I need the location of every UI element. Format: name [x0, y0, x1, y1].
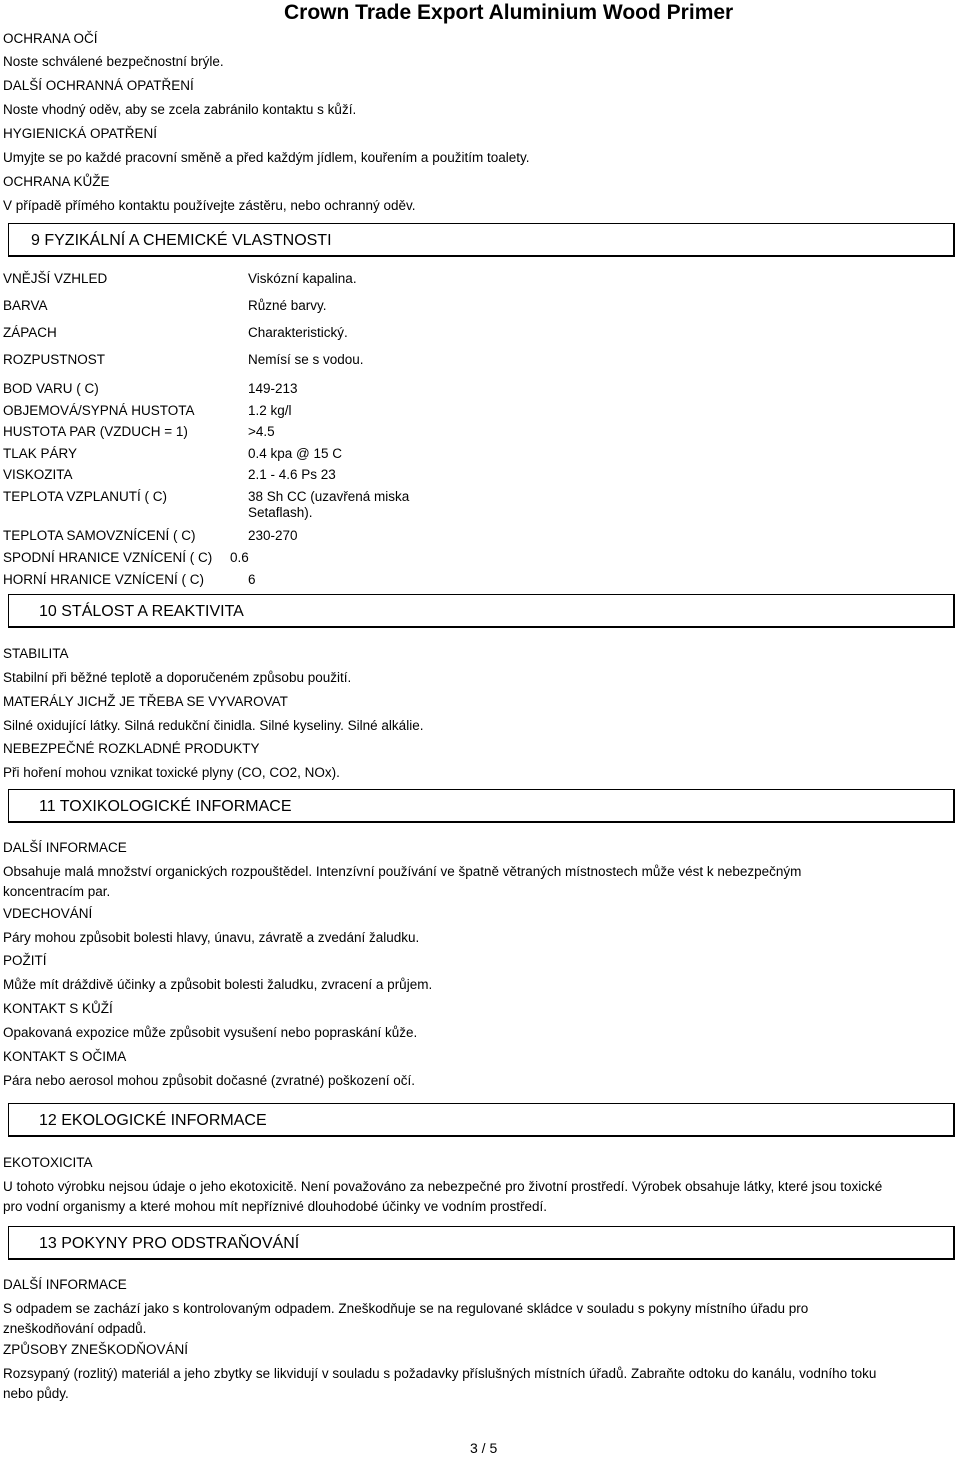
section-9-title: 9 FYZIKÁLNÍ A CHEMICKÉ VLASTNOSTI	[31, 232, 332, 249]
inhalation-label: VDECHOVÁNÍ	[3, 906, 93, 921]
disposal-other-text: S odpadem se zachází jako s kontrolovaným odpadem. Zneškodňuje se na regulované skládce v souladu s pokyny místního úřadu pro zneškodňování odpadů.	[3, 1301, 809, 1336]
tox-other-text: Obsahuje malá množství organických rozpouštědel. Intenzívní používání ve špatně větraných místnostech může vést k nebezpečným koncentracím par.	[3, 864, 802, 899]
section-10-header	[8, 594, 955, 628]
eye-protection-label: OCHRANA OČÍ	[3, 31, 98, 46]
prop-value: Různé barvy.	[248, 298, 327, 313]
hygiene-label: HYGIENICKÁ OPATŘENÍ	[3, 126, 158, 141]
page-number: 3 / 5	[470, 1440, 498, 1456]
hygiene-text: Umyjte se po každé pracovní směně a před každým jídlem, kouřením a použitím toalety.	[3, 150, 530, 165]
skin-contact-label: KONTAKT S KŮŽÍ	[3, 1001, 113, 1016]
disposal-methods-text: Rozsypaný (rozlitý) materiál a jeho zbytky se likvidují v souladu s požadavky příslušných místních úřadů. Zabraňte odtoku do kanálu, vodního toku nebo půdy.	[3, 1366, 877, 1401]
avoid-materials-text: Silné oxidující látky. Silná redukční činidla. Silné kyseliny. Silné alkálie.	[3, 718, 424, 733]
section-9-header	[8, 223, 955, 257]
disposal-other-label: DALŠÍ INFORMACE	[3, 1277, 127, 1292]
prop-label: HUSTOTA PAR (VZDUCH = 1)	[3, 424, 188, 439]
skin-contact-text: Opakovaná expozice může způsobit vysušení nebo popraskání kůže.	[3, 1025, 418, 1040]
prop-value: >4.5	[248, 424, 275, 439]
prop-label: ZÁPACH	[3, 325, 57, 340]
prop-label: TEPLOTA SAMOVZNÍCENÍ ( C)	[3, 528, 196, 543]
prop-value: Viskózní kapalina.	[248, 271, 357, 286]
document-title: Crown Trade Export Aluminium Wood Primer	[284, 1, 734, 24]
eye-protection-text: Noste schválené bezpečnostní brýle.	[3, 54, 224, 69]
prop-label: VISKOZITA	[3, 467, 73, 482]
prop-value: 0.4 kpa @ 15 C	[248, 446, 343, 461]
section-12-header	[8, 1103, 955, 1137]
tox-other-label: DALŠÍ INFORMACE	[3, 840, 127, 855]
section-12-title: 12 EKOLOGICKÉ INFORMACE	[39, 1112, 267, 1129]
prop-value: 149-213	[248, 381, 298, 396]
prop-label: TEPLOTA VZPLANUTÍ ( C)	[3, 489, 168, 504]
inhalation-text: Páry mohou způsobit bolesti hlavy, únavu, závratě a zvedání žaludku.	[3, 930, 420, 945]
section-10-title: 10 STÁLOST A REAKTIVITA	[39, 603, 244, 620]
other-protection-text: Noste vhodný oděv, aby se zcela zabránilo kontaktu s kůží.	[3, 102, 357, 117]
prop-label: SPODNÍ HRANICE VZNÍCENÍ ( C)	[3, 550, 213, 565]
ecotoxicity-label: EKOTOXICITA	[3, 1155, 93, 1170]
prop-value: 0.6	[230, 550, 249, 565]
stability-label: STABILITA	[3, 646, 69, 661]
section-11-title: 11 TOXIKOLOGICKÉ INFORMACE	[39, 798, 292, 815]
hazard-products-label: NEBEZPEČNÉ ROZKLADNÉ PRODUKTY	[3, 741, 260, 756]
prop-label: ROZPUSTNOST	[3, 352, 106, 367]
prop-value: 230-270	[248, 528, 298, 543]
prop-value: 2.1 - 4.6 Ps 23	[248, 467, 336, 482]
avoid-materials-label: MATERÁLY JICHŽ JE TŘEBA SE VYVAROVAT	[3, 694, 288, 709]
disposal-methods-label: ZPŮSOBY ZNEŠKODŇOVÁNÍ	[3, 1342, 189, 1357]
prop-label: BOD VARU ( C)	[3, 381, 99, 396]
prop-value: 6	[248, 572, 256, 587]
hazard-products-text: Při hoření mohou vznikat toxické plyny (CO, CO2, NOx).	[3, 765, 340, 780]
section-13-header	[8, 1226, 955, 1260]
prop-label: BARVA	[3, 298, 48, 313]
prop-value: Nemísí se s vodou.	[248, 352, 364, 367]
prop-label: VNĚJŠÍ VZHLED	[3, 271, 108, 286]
prop-value: 38 Sh CC (uzavřená miska Setaflash).	[248, 489, 410, 520]
ecotoxicity-text: U tohoto výrobku nejsou údaje o jeho ekotoxicitě. Není považováno za nebezpečné pro životní prostředí. Výrobek obsahuje látky, které jsou toxické pro vodní organismy a které mohou mít nepříznivé dlouhodobé účinky ve vodním prostředí.	[3, 1179, 883, 1214]
prop-value: 1.2 kg/l	[248, 403, 292, 418]
stability-text: Stabilní při běžné teplotě a doporučeném způsobu použití.	[3, 670, 352, 685]
section-13-title: 13 POKYNY PRO ODSTRAŇOVÁNÍ	[39, 1235, 300, 1252]
ingestion-label: POŽITÍ	[3, 953, 47, 968]
ingestion-text: Může mít dráždivě účinky a způsobit bolesti žaludku, zvracení a průjem.	[3, 977, 433, 992]
section-11-header	[8, 789, 955, 823]
prop-label: HORNÍ HRANICE VZNÍCENÍ ( C)	[3, 572, 205, 587]
skin-protection-text: V případě přímého kontaktu používejte zástěru, nebo ochranný oděv.	[3, 198, 416, 213]
prop-value: Charakteristický.	[248, 325, 348, 340]
prop-label: OBJEMOVÁ/SYPNÁ HUSTOTA	[3, 403, 195, 418]
eye-contact-text: Pára nebo aerosol mohou způsobit dočasné (zvratné) poškození očí.	[3, 1073, 415, 1088]
skin-protection-label: OCHRANA KŮŽE	[3, 174, 110, 189]
other-protection-label: DALŠÍ OCHRANNÁ OPATŘENÍ	[3, 78, 194, 93]
eye-contact-label: KONTAKT S OČIMA	[3, 1049, 127, 1064]
prop-label: TLAK PÁRY	[3, 446, 78, 461]
